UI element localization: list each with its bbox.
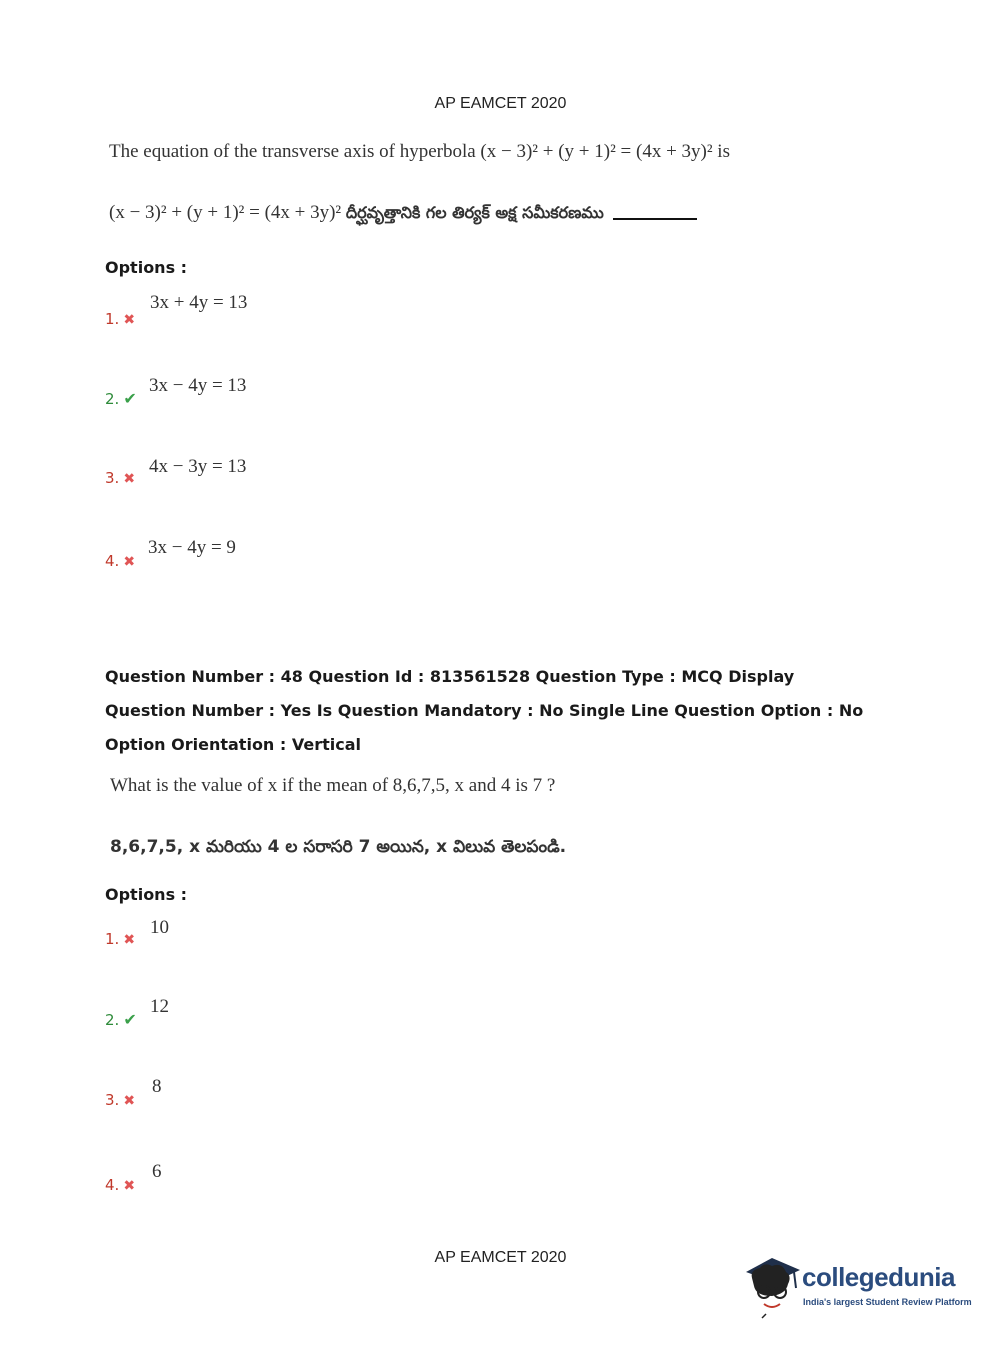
option-1 bbox=[105, 929, 135, 948]
option-2 bbox=[105, 1010, 137, 1029]
option-text: 12 bbox=[150, 996, 169, 1017]
question-meta: Question Number : 48 Question Id : 813561528 Question Type : MCQ Display Question Number : Yes Is Question Mandatory : No Single Line Question Option : No Option Orientation : Vertical bbox=[105, 667, 864, 754]
option-text: 6 bbox=[152, 1161, 162, 1182]
brand-name: collegedunia bbox=[802, 1262, 955, 1292]
option-number: 1. bbox=[105, 310, 120, 328]
option-text: 3x − 4y = 13 bbox=[149, 375, 247, 396]
cross-icon: ✖ bbox=[123, 471, 136, 487]
options-label: Options : bbox=[105, 885, 188, 904]
check-icon: ✔ bbox=[123, 389, 137, 408]
brand-tagline: India's largest Student Review Platform bbox=[803, 1297, 972, 1307]
collegedunia-logo[interactable] bbox=[742, 1252, 972, 1322]
option-text: 4x − 3y = 13 bbox=[149, 456, 247, 477]
answer-blank bbox=[613, 204, 697, 220]
option-number: 4. bbox=[105, 1176, 120, 1194]
option-4 bbox=[105, 1175, 135, 1194]
mascot-icon bbox=[742, 1252, 802, 1320]
option-number: 2. bbox=[105, 1011, 120, 1029]
question-telugu: 8,6,7,5, x మరియు 4 ల సరాసరి 7 అయిన, x విలువ తెలపండి. bbox=[110, 837, 567, 857]
option-4 bbox=[105, 551, 135, 570]
cross-icon: ✖ bbox=[123, 312, 136, 328]
question-telugu bbox=[109, 202, 697, 226]
question-telugu-text: దీర్ఘవృత్తానికి గల తిర్యక్ అక్ష సమీకరణము bbox=[345, 203, 604, 222]
cross-icon: ✖ bbox=[123, 1093, 136, 1109]
cross-icon: ✖ bbox=[123, 932, 136, 948]
option-3 bbox=[105, 468, 135, 487]
cross-icon: ✖ bbox=[123, 1178, 136, 1194]
option-text: 3x + 4y = 13 bbox=[150, 292, 248, 313]
option-text: 3x − 4y = 9 bbox=[148, 537, 236, 558]
cross-icon: ✖ bbox=[123, 554, 136, 570]
option-text: 10 bbox=[150, 917, 169, 938]
option-1 bbox=[105, 309, 135, 328]
page-footer: AP EAMCET 2020 bbox=[434, 1249, 567, 1266]
option-2 bbox=[105, 389, 137, 408]
option-number: 3. bbox=[105, 469, 120, 487]
question-english: What is the value of x if the mean of 8,6,7,5, x and 4 is 7 ? bbox=[110, 775, 556, 796]
question-telugu-equation: (x − 3)² + (y + 1)² = (4x + 3y)² bbox=[109, 202, 342, 223]
page-header: AP EAMCET 2020 bbox=[434, 95, 567, 112]
option-number: 1. bbox=[105, 930, 120, 948]
options-label: Options : bbox=[105, 258, 188, 277]
check-icon: ✔ bbox=[123, 1010, 137, 1029]
option-text: 8 bbox=[152, 1076, 162, 1097]
question-english: The equation of the transverse axis of hyperbola (x − 3)² + (y + 1)² = (4x + 3y)² is bbox=[109, 141, 730, 162]
option-number: 2. bbox=[105, 390, 120, 408]
option-number: 4. bbox=[105, 552, 120, 570]
option-number: 3. bbox=[105, 1091, 120, 1109]
option-3 bbox=[105, 1090, 135, 1109]
